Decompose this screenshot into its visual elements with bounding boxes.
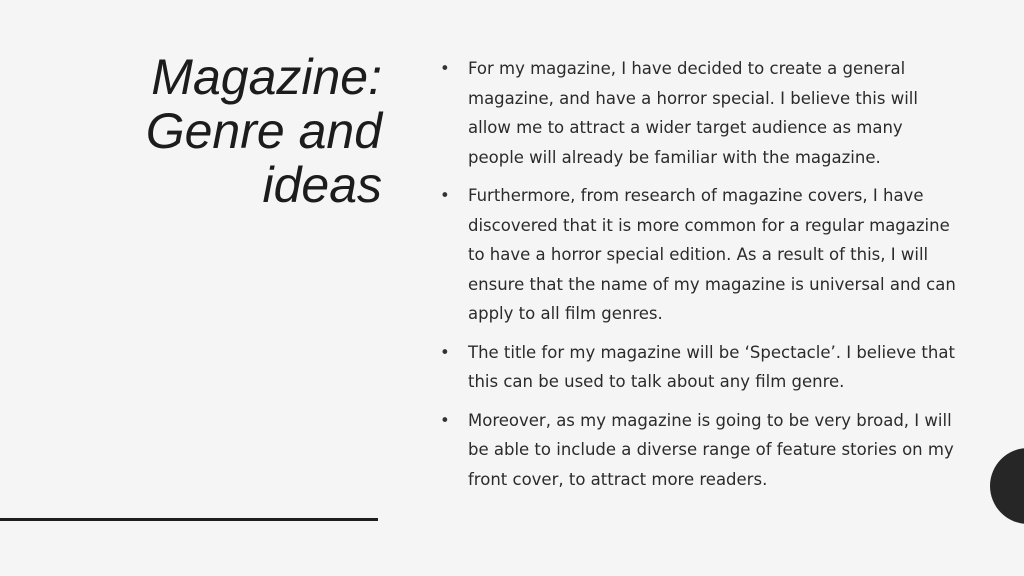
bullet-dot-icon: • [440, 342, 450, 362]
bullet-list [440, 54, 960, 503]
bullet-dot-icon: • [440, 186, 450, 205]
bullet-dot-icon: • [440, 410, 450, 430]
decorative-circle [990, 448, 1024, 524]
bullet-text: The title for my magazine will be ‘Spectacle’. I believe that this can be used to talk about any film genre. [468, 342, 955, 391]
bullet-text: Furthermore, from research of magazine covers, I have discovered that it is more common for a regular magazine to have a horror special edition. As a result of this, I will ensure that the name of my magazine is universal and can apply to all film genres. [468, 186, 956, 323]
slide-title [60, 50, 382, 212]
title-line-1: Magazine: [151, 49, 382, 105]
bullet-dot-icon: • [440, 59, 450, 78]
bullet-item [440, 54, 960, 172]
title-underline-divider [0, 518, 378, 521]
bullet-item [440, 181, 960, 329]
bullet-text: Moreover, as my magazine is going to be very broad, I will be able to include a diverse range of feature stories on my front cover, to attract more readers. [468, 410, 954, 489]
title-line-2: Genre and [145, 103, 382, 159]
bullet-item [440, 338, 960, 397]
bullet-text: For my magazine, I have decided to create a general magazine, and have a horror special. I believe this will allow me to attract a wider target audience as many people will already be familiar with the magazine. [468, 59, 918, 167]
bullet-item [440, 406, 960, 495]
title-line-3: ideas [262, 157, 382, 213]
